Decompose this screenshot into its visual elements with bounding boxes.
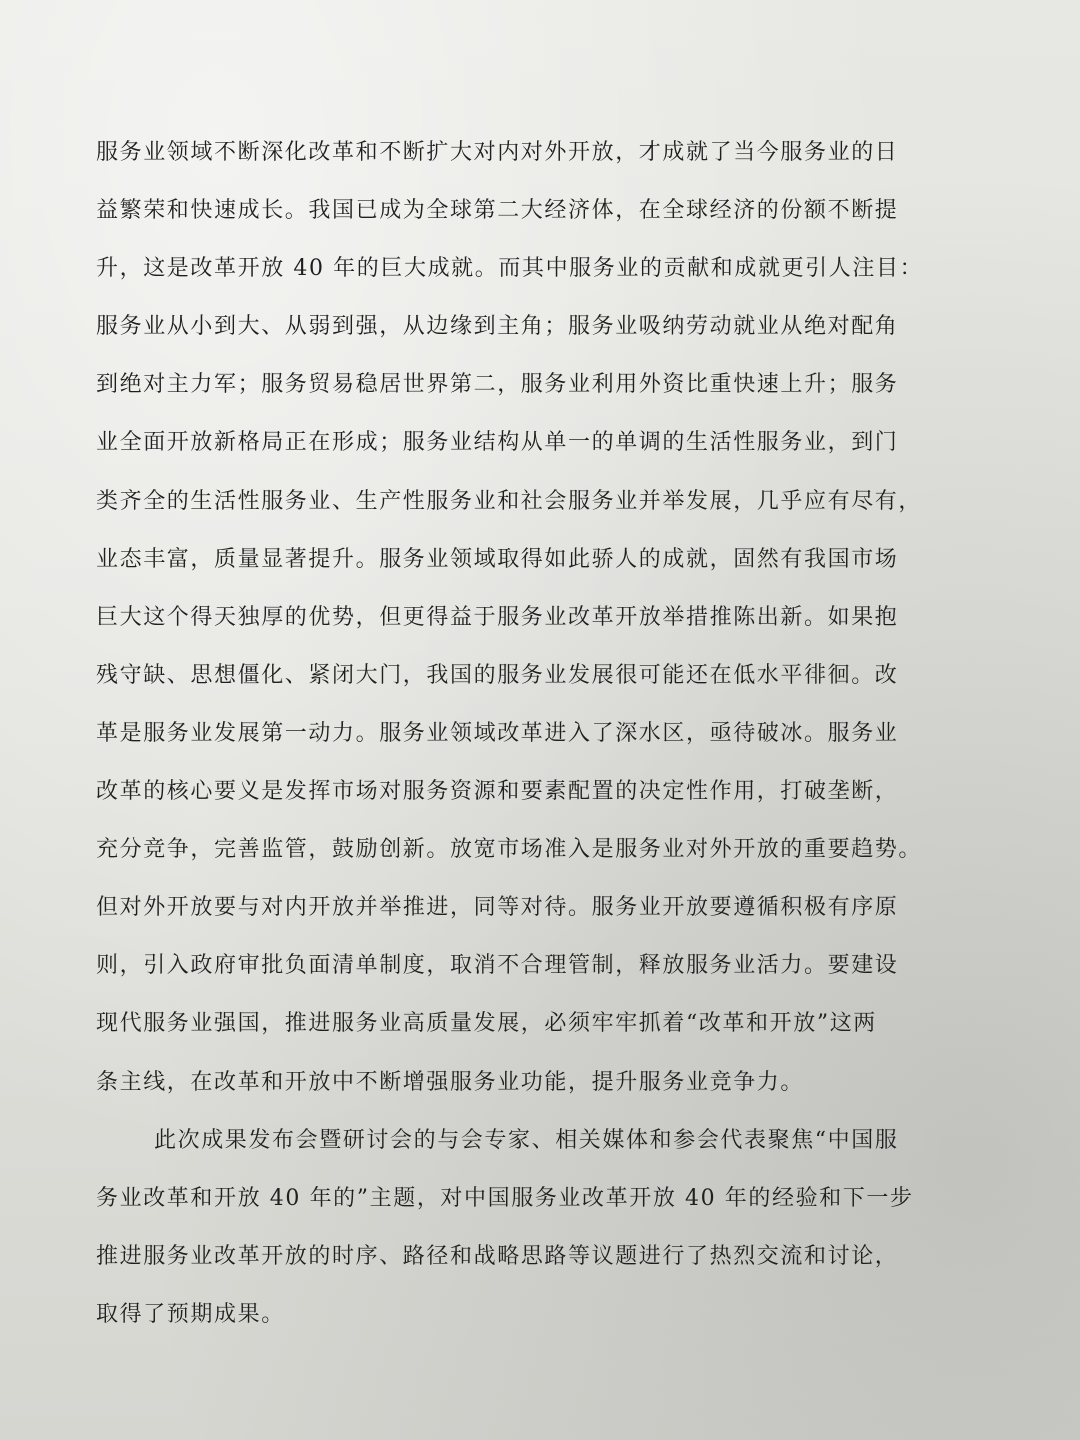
text-line: 取得了预期成果。 bbox=[96, 1301, 285, 1327]
text-line: 业态丰富，质量显著提升。服务业领域取得如此骄人的成就，固然有我国市场 bbox=[96, 546, 899, 572]
text-line: 服务业领域不断深化改革和不断扩大对内对外开放，才成就了当今服务业的日 bbox=[96, 140, 899, 165]
text-line: 巨大这个得天独厚的优势，但更得益于服务业改革开放举措推陈出新。如果抱 bbox=[96, 604, 899, 630]
text-line: 益繁荣和快速成长。我国已成为全球第二大经济体，在全球经济的份额不断提 bbox=[96, 198, 899, 224]
text-line: 业全面开放新格局正在形成；服务业结构从单一的单调的生活性服务业，到门 bbox=[96, 430, 899, 456]
text-line: 类齐全的生活性服务业、生产性服务业和社会服务业并举发展，几乎应有尽有， bbox=[96, 488, 923, 514]
text-line: 充分竞争，完善监管，鼓励创新。放宽市场准入是服务业对外开放的重要趋势。 bbox=[96, 837, 923, 863]
text-line: 推进服务业改革开放的时序、路径和战略思路等议题进行了热烈交流和讨论， bbox=[96, 1243, 899, 1269]
text-line: 革是服务业发展第一动力。服务业领域改革进入了深水区，亟待破冰。服务业 bbox=[96, 720, 899, 746]
text-line: 改革的核心要义是发挥市场对服务资源和要素配置的决定性作用，打破垄断， bbox=[96, 779, 899, 805]
text-line: 务业改革和开放 40 年的”主题，对中国服务业改革开放 40 年的经验和下一步 bbox=[96, 1185, 914, 1211]
text-line: 升，这是改革开放 40 年的巨大成就。而其中服务业的贡献和成就更引人注目： bbox=[96, 256, 924, 282]
paragraph-2 bbox=[96, 1112, 986, 1344]
text-line: 残守缺、思想僵化、紧闭大门，我国的服务业发展很可能还在低水平徘徊。改 bbox=[96, 662, 899, 688]
text-line: 到绝对主力军；服务贸易稳居世界第二，服务业利用外资比重快速上升；服务 bbox=[96, 372, 899, 398]
text-line: 但对外开放要与对内开放并举推进，同等对待。服务业开放要遵循积极有序原 bbox=[96, 895, 899, 921]
text-line: 条主线，在改革和开放中不断增强服务业功能，提升服务业竞争力。 bbox=[96, 1069, 805, 1095]
text-line: 现代服务业强国，推进服务业高质量发展，必须牢牢抓着“改革和开放”这两 bbox=[96, 1011, 877, 1037]
document-body bbox=[96, 124, 986, 1344]
text-line: 服务业从小到大、从弱到强，从边缘到主角；服务业吸纳劳动就业从绝对配角 bbox=[96, 314, 899, 340]
text-line: 此次成果发布会暨研讨会的与会专家、相关媒体和参会代表聚焦“中国服 bbox=[154, 1127, 899, 1153]
paragraph-1 bbox=[96, 124, 986, 1112]
text-line: 则，引入政府审批负面清单制度，取消不合理管制，释放服务业活力。要建设 bbox=[96, 953, 899, 979]
